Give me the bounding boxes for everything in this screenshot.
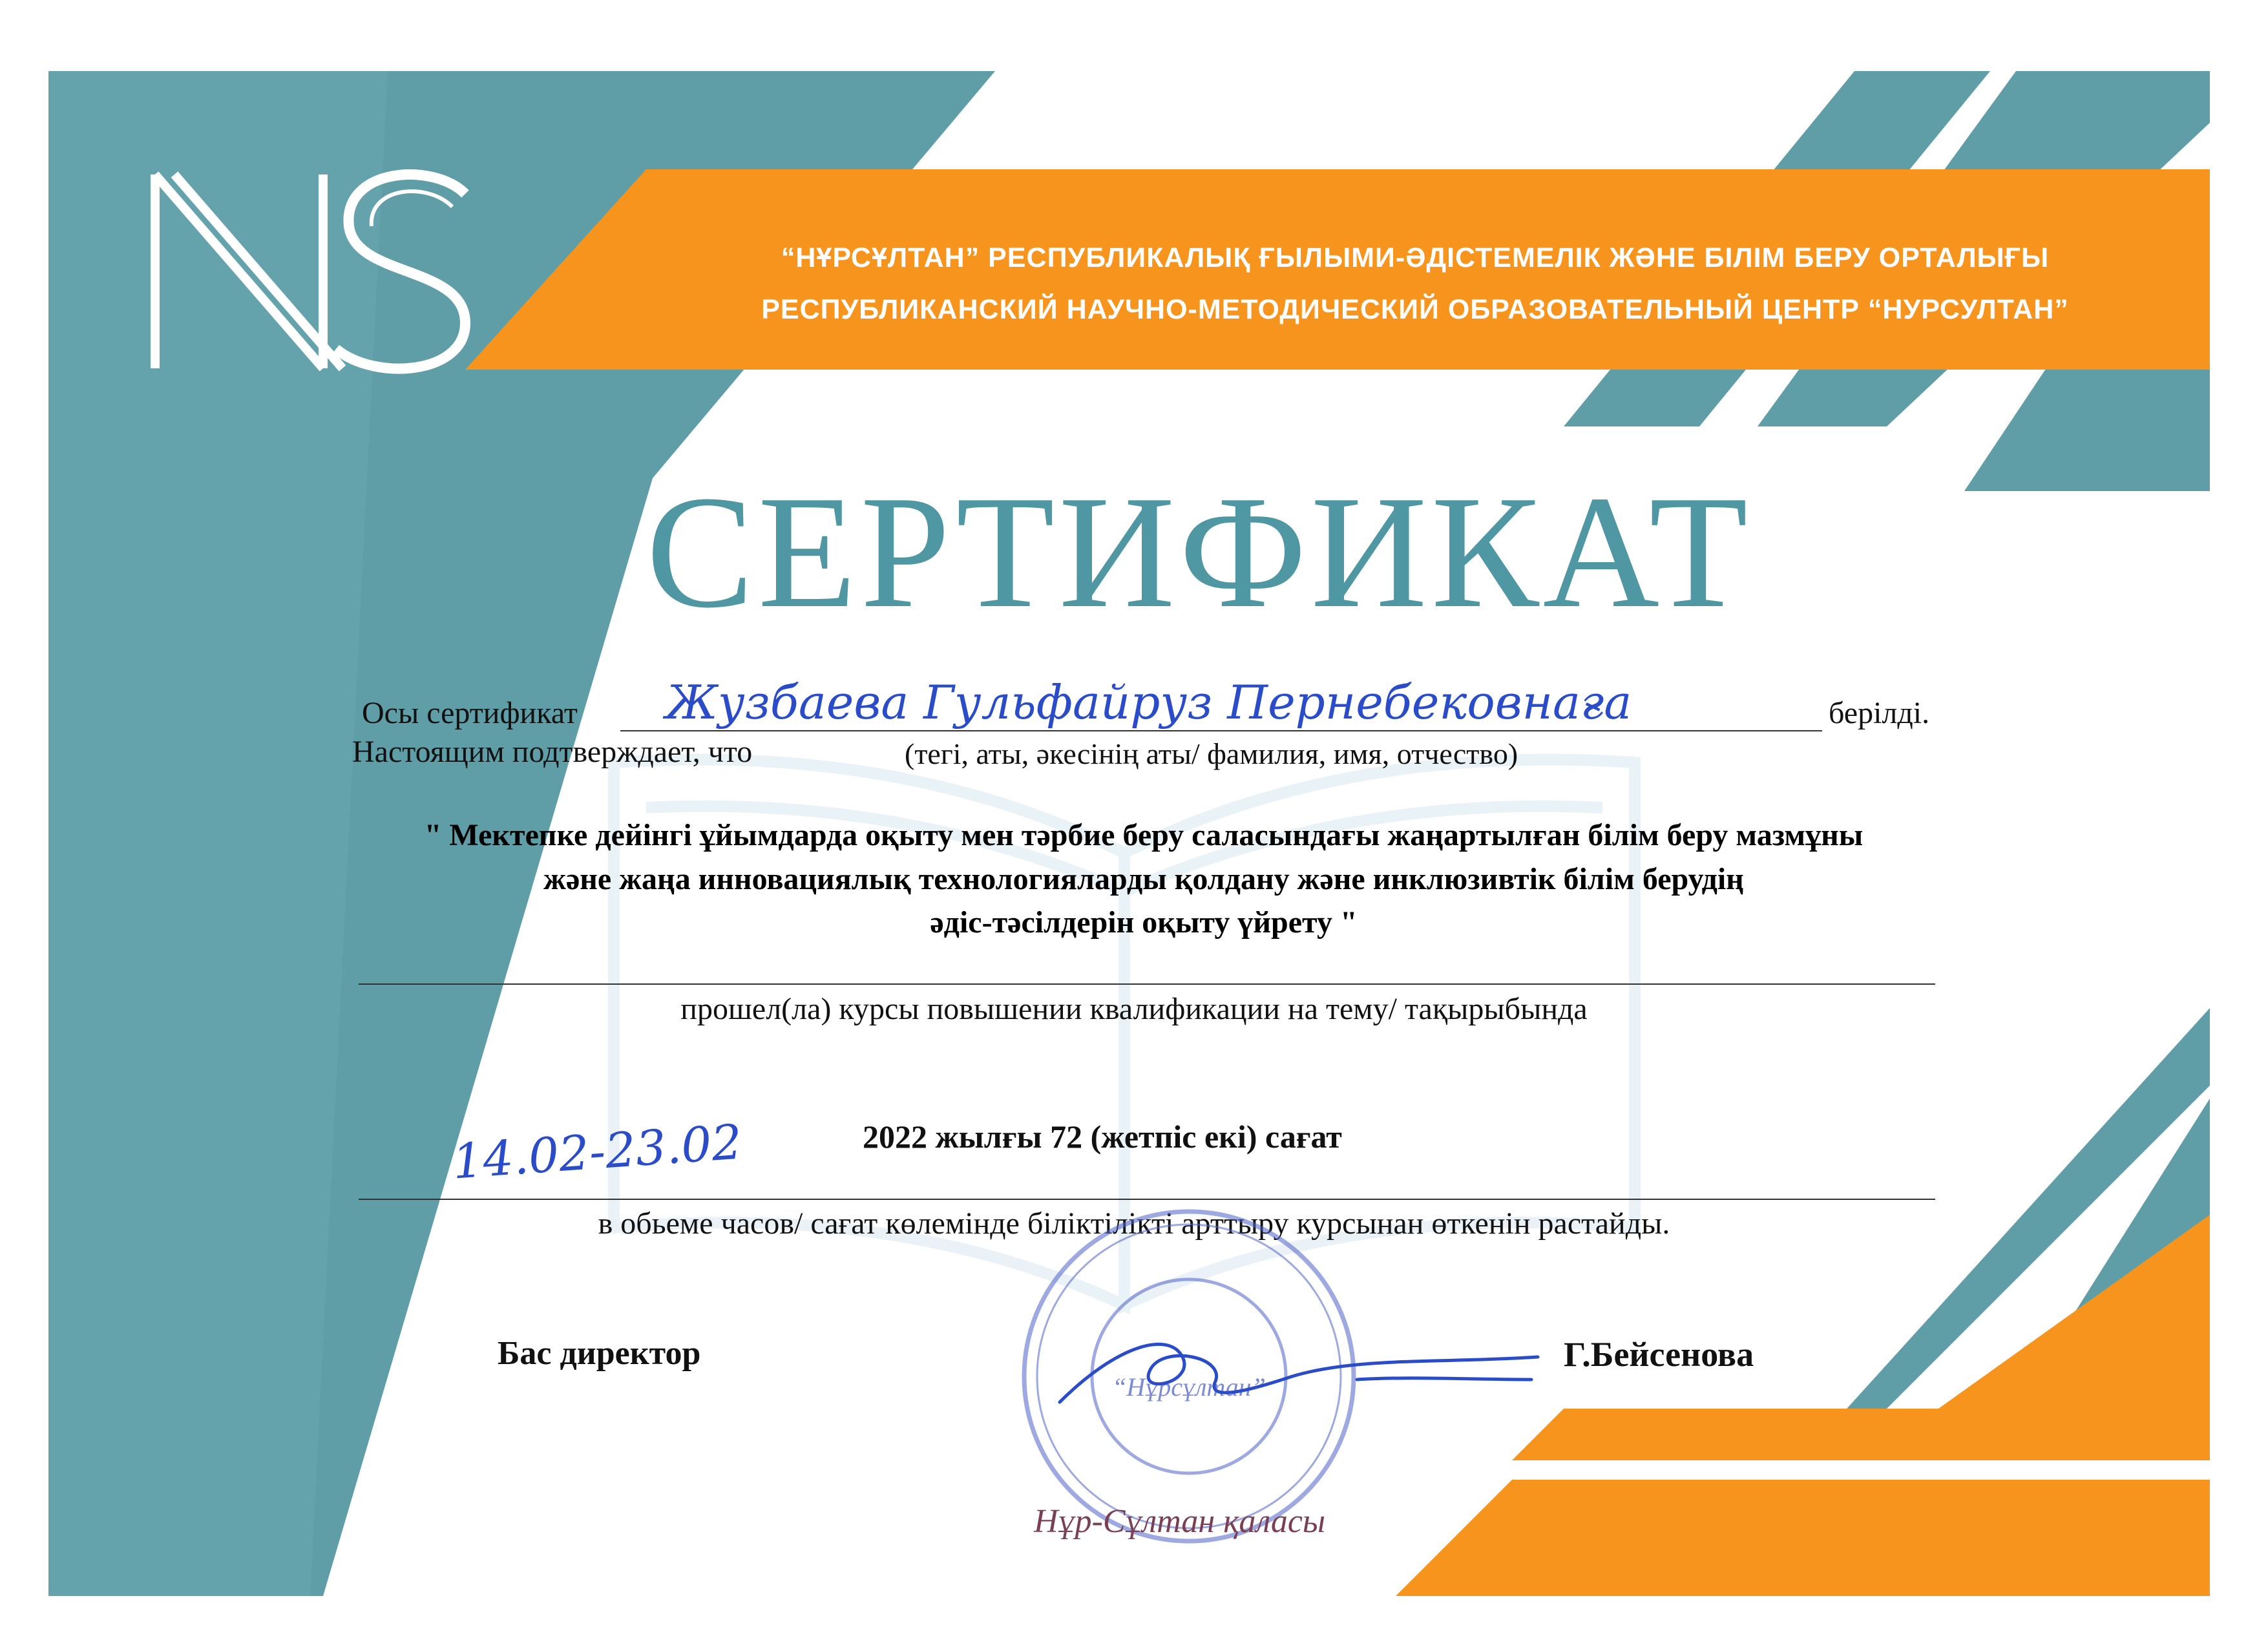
certificate-title: СЕРТИФИКАТ (646, 463, 1752, 642)
bottom-right-orange-band-1 (1512, 1409, 2210, 1460)
recipient-name-caption: (тегі, аты, әкесінің аты/ фамилия, имя, отчество) (905, 737, 1518, 770)
course-topic-line-2: және жаңа инновациялық технологияларды қолдану және инклюзивтік білім берудің (543, 862, 1744, 896)
recipient-name: Жузбаева Гульфайруз Пернебековнаға (666, 675, 1632, 730)
recipient-suffix-kz: берілді. (1829, 696, 1930, 730)
header-kz-line: “НҰРСҰЛТАН” РЕСПУБЛИКАЛЫҚ ҒЫЛЫМИ-ӘДІСТЕМЕЛІК ЖӘНЕ БІЛІМ БЕРУ ОРТАЛЫҒЫ (781, 242, 2050, 273)
bottom-right-orange-band-2 (1396, 1480, 2210, 1596)
recipient-prefix-kz: Осы сертификат (362, 696, 578, 730)
course-hours: 2022 жылғы 72 (жетпіс екі) сағат (863, 1119, 1342, 1155)
recipient-name-underline (620, 730, 1822, 731)
director-name: Г.Бейсенова (1564, 1335, 1754, 1374)
recipient-prefix-ru: Настоящим подтверждает, что (352, 735, 753, 769)
hours-caption: в обьеме часов/ сағат көлемінде біліктілікті арттыру курсынан өткенін растайды. (598, 1206, 1670, 1241)
header-ru-line: РЕСПУБЛИКАНСКИЙ НАУЧНО-МЕТОДИЧЕСКИЙ ОБРАЗОВАТЕЛЬНЫЙ ЦЕНТР “НУРСУЛТАН” (761, 294, 2069, 325)
course-topic-line-3: әдіс-тәсілдерін оқыту үйрету " (930, 905, 1358, 940)
director-role: Бас директор (498, 1335, 701, 1372)
course-dates: 14.02-23.02 (450, 1114, 744, 1190)
stamp-text: “Нұрсұлтан” (1112, 1372, 1266, 1402)
ns-logo (129, 155, 491, 388)
city-name: Нұр-Сұлтан қаласы (1034, 1503, 1326, 1540)
course-caption: прошел(ла) курсы повышении квалификации на тему/ тақырыбында (680, 992, 1588, 1026)
course-topic-line-1: " Мектепке дейінгі ұйымдарда оқыту мен тәрбие беру саласындағы жаңартылған білім беру мазмұны (424, 818, 1864, 852)
director-signature (1021, 1318, 1557, 1428)
topic-underline (359, 983, 1935, 985)
